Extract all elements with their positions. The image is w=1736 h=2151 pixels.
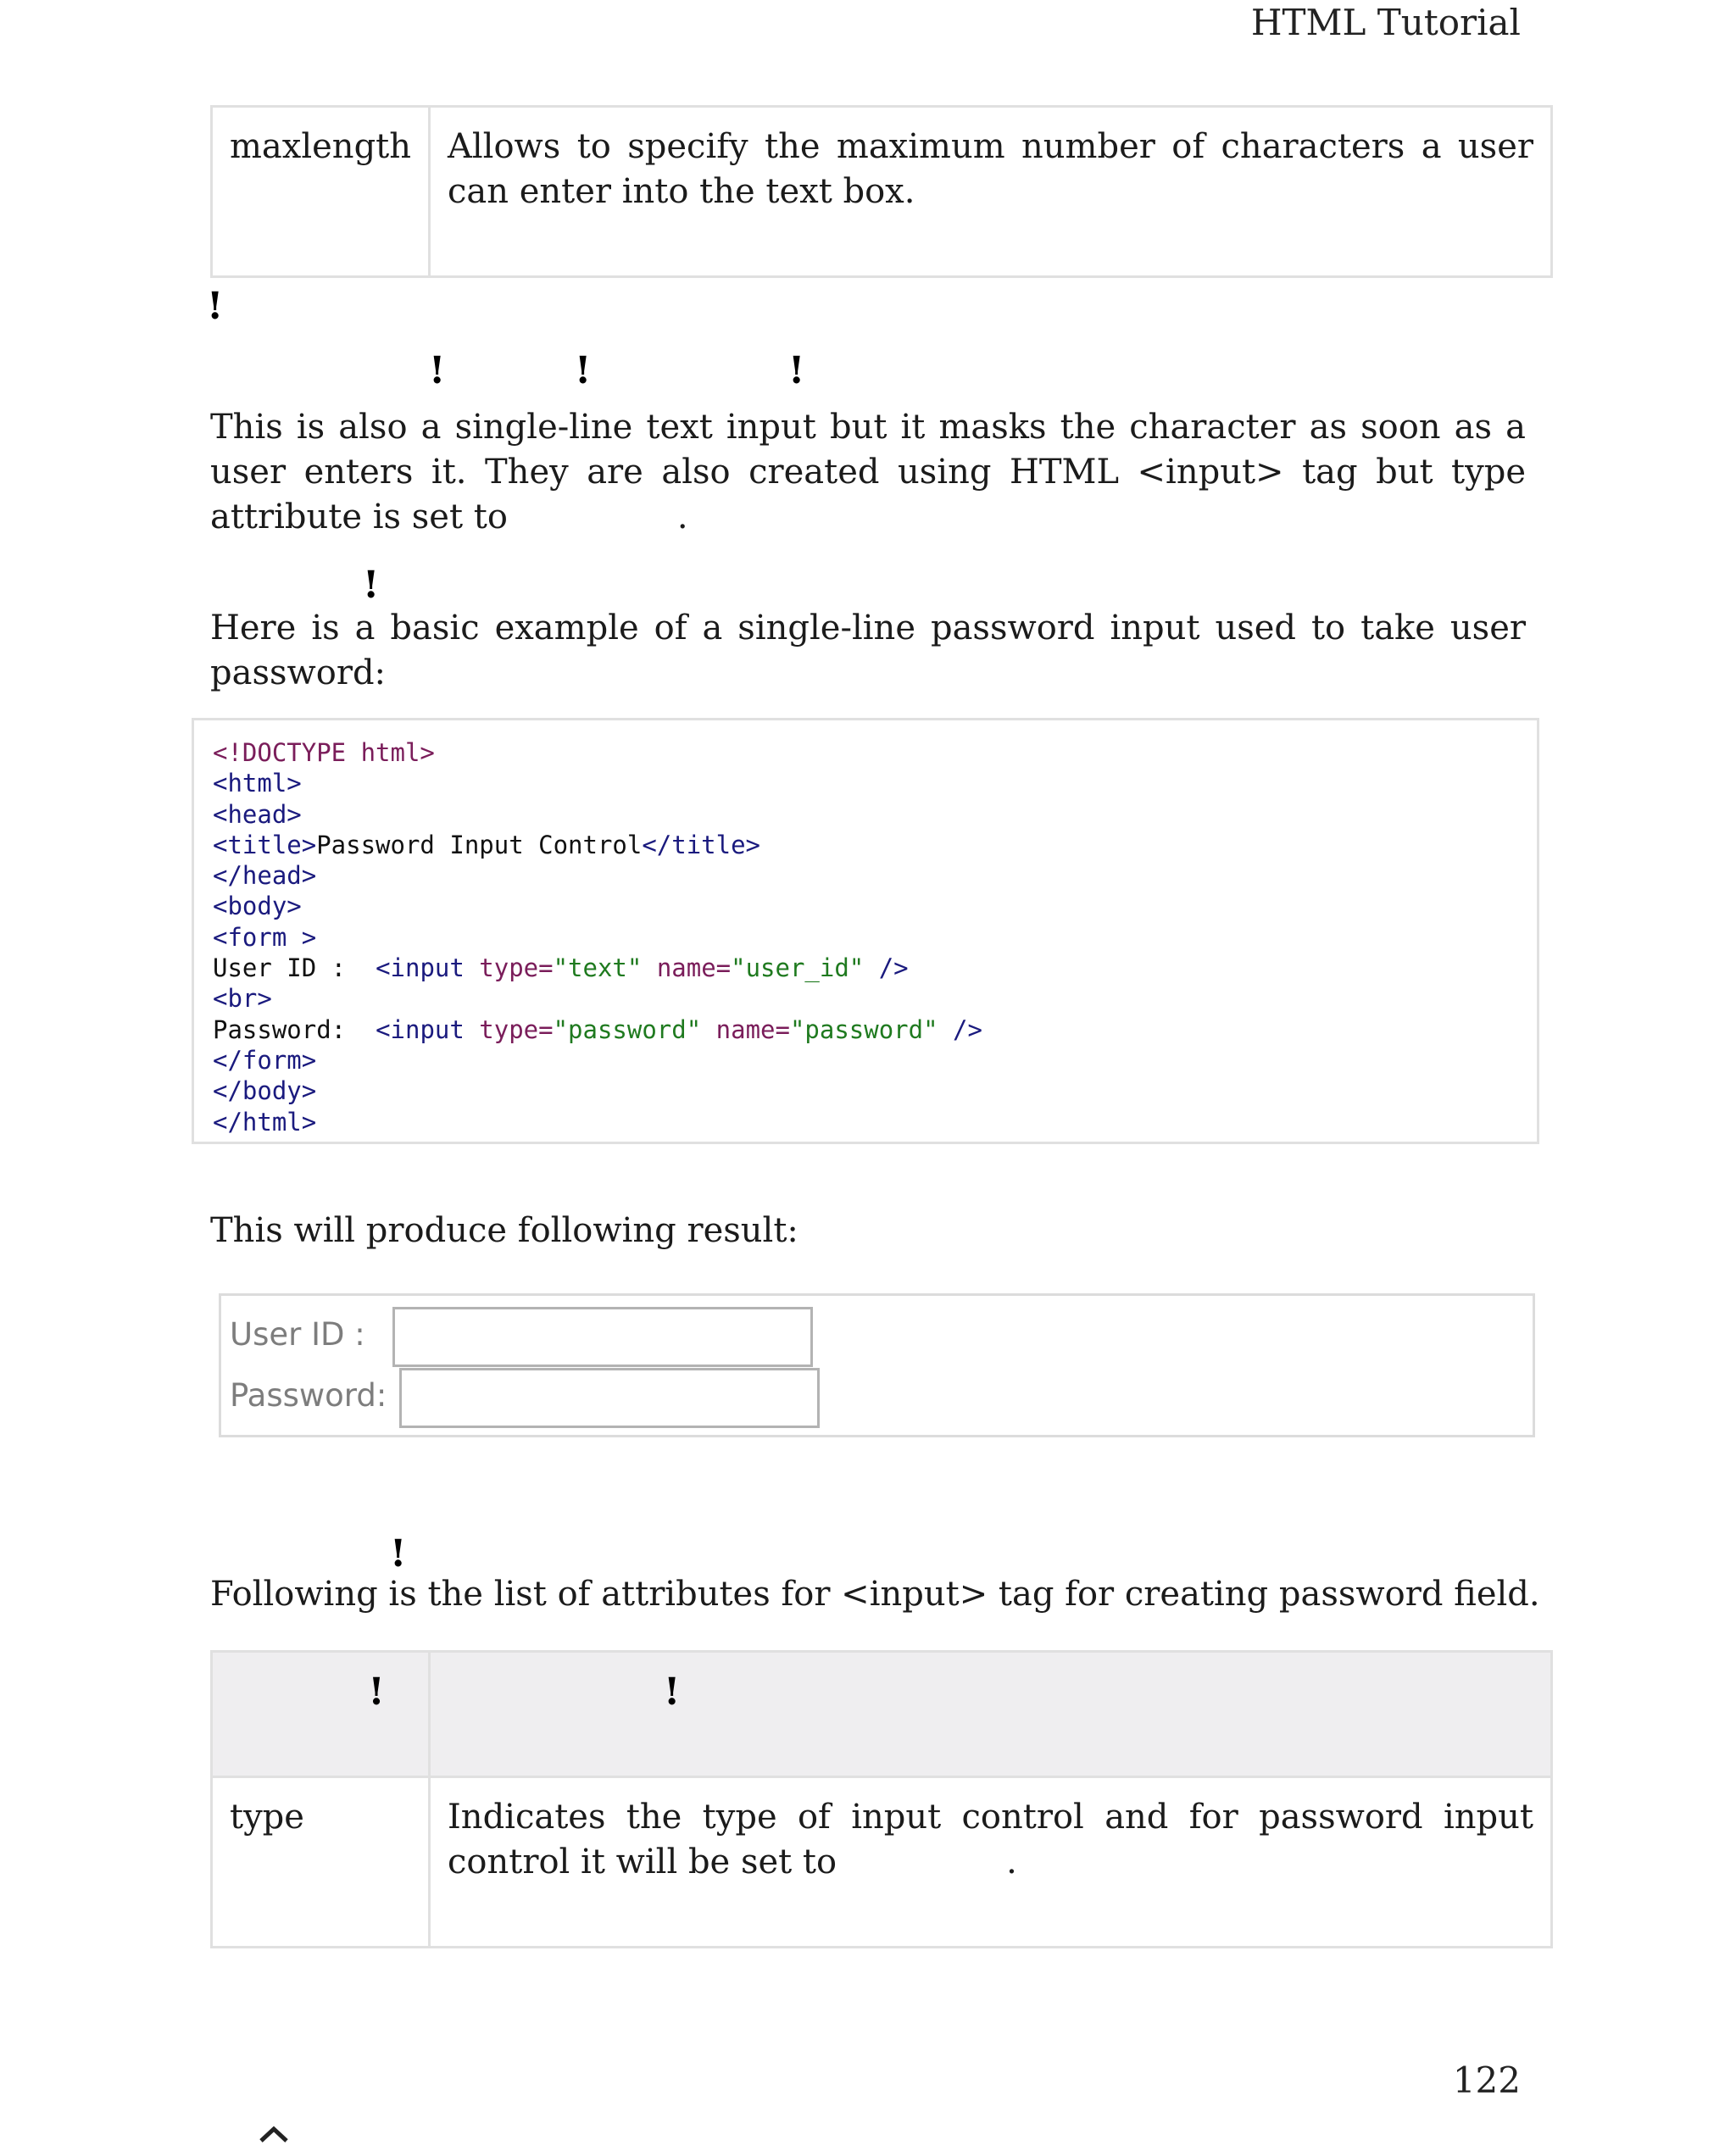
heading-glyph: ! <box>207 285 224 328</box>
code-token: <input <box>376 1014 480 1044</box>
code-line <box>213 737 1518 768</box>
heading-glyph: ! <box>429 349 446 392</box>
rendered-form-result <box>219 1293 1535 1437</box>
password-label: Password: <box>230 1377 387 1414</box>
code-token: type= <box>479 1014 554 1044</box>
code-token: </html> <box>213 1107 317 1137</box>
code-line <box>213 1107 1518 1137</box>
code-token: <form > <box>213 922 317 952</box>
code-line <box>213 1045 1518 1076</box>
code-token: name= <box>642 953 732 983</box>
code-token: User ID : <box>213 953 376 983</box>
attribute-description-text: Indicates the type of input control and for password input control it will be set to <box>448 1798 1533 1881</box>
code-token: </body> <box>213 1076 317 1106</box>
header-cell-attribute: ! <box>212 1652 430 1777</box>
code-token: <br> <box>213 984 272 1014</box>
code-token: </form> <box>213 1045 317 1075</box>
attribute-name: type <box>212 1777 430 1948</box>
password-attributes-table <box>210 1650 1553 1948</box>
chevron-up-icon <box>256 2115 292 2151</box>
heading-glyph: ! <box>363 564 380 607</box>
section-intro <box>210 405 1526 540</box>
code-token: <html> <box>213 769 302 798</box>
running-header: HTML Tutorial <box>1250 2 1521 43</box>
code-token: Password Input Control <box>316 830 643 859</box>
table-row <box>212 107 1552 277</box>
code-token: </head> <box>213 861 317 891</box>
code-line <box>213 953 1518 983</box>
header-cell-description: ! <box>430 1652 1552 1777</box>
code-line <box>213 799 1518 830</box>
attributes-intro: Following is the list of attributes for <input> tag for creating password field. <box>210 1575 1540 1614</box>
attribute-name: maxlength <box>212 107 430 277</box>
heading-glyph: ! <box>575 349 592 392</box>
code-token: <head> <box>213 799 302 829</box>
code-line <box>213 860 1518 891</box>
code-line <box>213 1014 1518 1045</box>
code-token: </title> <box>642 830 761 859</box>
attribute-description <box>430 1777 1552 1948</box>
user-id-label: User ID : <box>230 1316 365 1353</box>
code-token: "text" <box>553 953 643 983</box>
code-token: <title> <box>213 830 317 859</box>
heading-glyph: ! <box>788 349 805 392</box>
code-token: <!DOCTYPE html> <box>213 738 435 767</box>
table-row <box>212 1777 1552 1948</box>
page-number: 122 <box>1452 2059 1521 2101</box>
code-token: type= <box>479 953 554 983</box>
password-input[interactable] <box>399 1368 820 1428</box>
code-line <box>213 983 1518 1014</box>
code-token: /> <box>938 1014 982 1044</box>
code-token: /> <box>864 953 909 983</box>
example-intro: Here is a basic example of a single-line password input used to take user password: <box>210 609 1526 692</box>
attribute-description: Allows to specify the maximum number of characters a user can enter into the text box. <box>430 107 1552 277</box>
code-line <box>213 768 1518 798</box>
attribute-table-continued <box>210 105 1553 278</box>
attribute-description-end: . <box>1006 1843 1017 1881</box>
table-header-row <box>212 1652 1552 1777</box>
code-line <box>213 922 1518 953</box>
code-token: <input <box>376 953 480 983</box>
code-line <box>213 830 1518 860</box>
heading-glyph: ! <box>390 1532 407 1576</box>
code-token: Password: <box>213 1014 376 1044</box>
code-block <box>192 718 1539 1144</box>
code-line <box>213 891 1518 921</box>
code-token: "user_id" <box>731 953 865 983</box>
section-intro-end: . <box>676 497 688 536</box>
section-intro-text: This is also a single-line text input but it masks the character as soon as a user enters it. They are also created using HTML <input> tag but type attribute is set to <box>210 408 1526 536</box>
code-token: "password" <box>789 1014 938 1044</box>
code-line <box>213 1076 1518 1106</box>
code-token: "password" <box>553 1014 702 1044</box>
code-token: <body> <box>213 892 302 921</box>
code-token: name= <box>701 1014 790 1044</box>
result-caption: This will produce following result: <box>210 1211 798 1250</box>
user-id-input[interactable] <box>392 1307 813 1367</box>
